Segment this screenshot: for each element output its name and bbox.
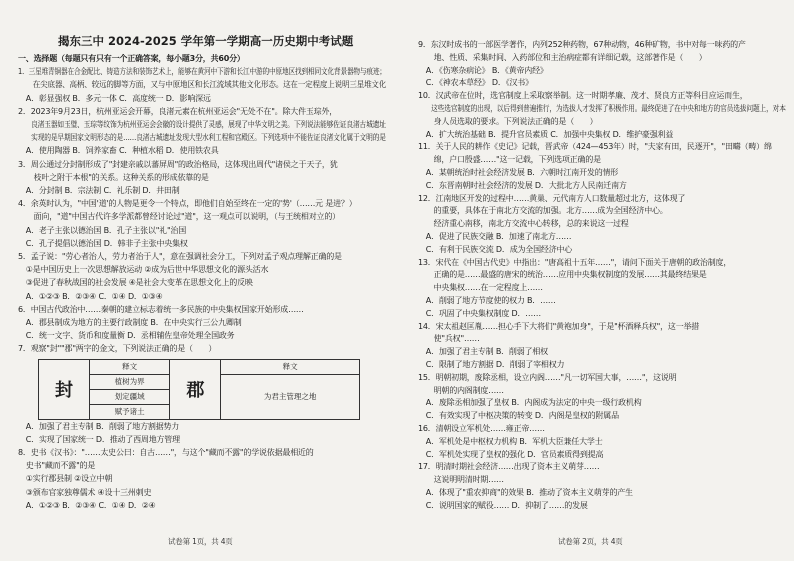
question-line: C．军机处实现了皇权的强化 D．官员素质得到提高: [418, 449, 604, 459]
question-line: 身人员选取的要求。下列说法正确的是（ ）: [418, 116, 598, 126]
question-line: ①实行郡县制 ②设立中朝: [18, 474, 113, 484]
question-line: 的重要，具体在于南北方交流的加强。北方……成为全国经济中心。: [418, 206, 668, 216]
seal-char-feng: 封: [39, 359, 90, 419]
seal-meaning-header: 释文: [90, 359, 170, 374]
question-line: 良渚玉器如玉璧、玉琮等纹饰为杭州亚运会会徽的设计提供了灵感，展现了中华文明之美。下列说法能够佐证良渚古城遗址: [18, 120, 386, 129]
question-line: C．有效实现了中枢决策的转变 D．内阁是皇权的附属品: [418, 411, 619, 421]
question-line: A．老子主张以德治国 B．孔子主张以"礼"治国: [18, 225, 187, 235]
question-line: A．废除丞相加强了皇权 B．内阁成为法定的中央一级行政机构: [418, 398, 642, 408]
question-line: A．彰显强权 B．多元一体 C．高度统一 D．影响深远: [18, 93, 211, 103]
question-line: 明朝的内阁制度……: [418, 385, 504, 395]
question-line: 3．周公通过分封制形成了"封建亲戚以蕃屏周"的政治格局，这体现出周代"诸侯之于天子，犹: [18, 159, 338, 169]
question-line: A．加强了君主专制 B．削弱了地方割据势力: [18, 421, 180, 431]
question-line: C．《神农本草经》 D．《汉书》: [418, 78, 533, 88]
question-line: ①是中国历史上一次思想解放运动 ②成为后世中华思想文化的源头活水: [18, 265, 269, 275]
question-line: 实现的是早期国家文明形态的是……良渚古城遗址发现大型水利工程和宫殿区。下列选项中不能佐证良渚文化属于文明的是: [18, 133, 386, 143]
question-line: 11．关于人民的耕作《史记》记载，晋武帝（424—453年）时，"夫家有田，民逐开"，"田疇（畴）绵: [418, 142, 772, 152]
question-line: 在尖底器、高柄、较远的脚等方面，又与中原地区和长江流域其他文化形态。这在一定程度上说明三星堆文化: [18, 80, 387, 90]
exam-title: 揭东三中 2024-2025 学年第一学期高一历史期中考试题: [58, 34, 354, 48]
question-line: 9．东汉时成书的一部医学著作，内列252种药物，67种动物，46种矿物，书中对每一味药的产: [418, 40, 746, 49]
question-line: ③促进了春秋战国的社会发展 ④是社会大变革在思想文化上的反映: [18, 278, 253, 288]
page-footer: 试卷第 2页，共 4页: [558, 537, 623, 546]
question-line: A．扩大统治基础 B．提升官员素质 C．加强中央集权 D．维护豪强利益: [418, 129, 674, 139]
question-line: 17．明清时期社会经济……出现了资本主义萌芽……: [418, 462, 600, 472]
page-footer: 试卷第 1页，共 4页: [168, 537, 233, 546]
question-line: 10．汉武帝在位时，选官制度上采取察举制。这一时期孝廉、茂才、贤良方正等科目应运而生，: [418, 91, 748, 101]
seal-char-jun: 郡: [170, 359, 221, 419]
question-line: 地、性质、采集时间、入药部位和主治病症都有详细记载，这部著作是（ ）: [418, 52, 707, 62]
question-line: 一、选择题（每题只有只有一个正确答案，每小题3分，共60分）: [18, 54, 245, 63]
question-line: A．军机处是中枢权力机构 B．军机大臣兼任大学士: [418, 436, 603, 446]
question-line: 经济重心南移，南北方交流中心转移，总的来说这一过程: [418, 219, 629, 229]
question-line: 5．孟子说："劳心者治人，劳力者治于人"，意在强调社会分工，下列对孟子观点理解正确的是: [18, 252, 342, 261]
question-line: 史书"藏而不露"的是: [18, 461, 96, 471]
question-line: C．孔子提倡以德治国 D．韩非子主张中央集权: [18, 238, 188, 248]
seal-meaning-1: 赋予诸土: [90, 404, 170, 419]
question-line: ③颁布官家独尊儒术 ④设十三州刺史: [18, 487, 152, 497]
question-line: A．某朝统治时社会经济发展 B．六朝时江南开发的情形: [418, 168, 619, 177]
question-line: A．《伤寒杂病论》 B．《黄帝内经》: [418, 65, 548, 75]
question-line: A．加强了君主专制 B．削弱了相权: [418, 347, 548, 357]
question-line: A．使用陶器 B．饲养家畜 C．种植水稻 D．使用铁农具: [18, 146, 219, 156]
question-line: 7．观察"封""郡"两字的金文，下列说法正确的是（ ）: [18, 344, 217, 354]
question-line: A．①②③ B．②③④ C．①④ D．①③④: [18, 291, 163, 301]
question-line: A．分封制 B．宗法制 C．礼乐制 D．井田制: [18, 186, 180, 195]
seal-script-table: [38, 359, 360, 420]
question-line: 使"兵权"……: [418, 334, 480, 344]
left-column: [18, 0, 390, 561]
question-line: 1．三星堆青铜器在合金配比、铸造方法和装饰艺术上，能够在黄河中下游和长江中游的中原地区找到相同文化背景器物与痕迹；: [18, 67, 386, 77]
question-line: C．统一文字、货币和度量衡 D．丞相辅佐皇帝处理全国政务: [18, 331, 235, 341]
question-line: 正确的是……最盛的唐宋的统治……应用中央集权制度的发展……其最终结果是: [418, 270, 707, 280]
question-line: A．①②③ B．②③④ C．①④ D．②④: [18, 500, 156, 510]
question-line: C．限制了地方割据 D．削弱了宰相权力: [418, 360, 565, 369]
question-line: 14．宋太祖赵匡胤……担心手下大将们"黄袍加身"，于是"杯酒释兵权"，这一举措: [418, 321, 700, 331]
question-line: 12．江南地区开发的过程中……黄巢、元代南方人口数量超过北方，这体现了: [418, 193, 686, 203]
seal-meaning-1: 植树为界: [90, 374, 170, 389]
question-line: 13．宋代在《中国古代史》中指出："唐高祖十五年……"，请问下面关于唐朝的政治制度，: [418, 257, 732, 267]
seal-meaning-header: 释文: [221, 359, 360, 374]
question-line: A．体现了"重农抑商"的效果 B．推动了资本主义萌芽的产生: [418, 488, 633, 497]
question-line: 中央集权……在一定程度上……: [418, 283, 543, 293]
right-column: [418, 0, 790, 561]
question-line: C．实现了国家统一 D．推动了西周地方管理: [18, 434, 180, 444]
question-line: 这说明明清时期……: [418, 475, 504, 485]
question-line: 2．2023年9月23日，杭州亚运会开幕，良渚元素在杭州亚运会"无处不在"。除大件玉琮外，: [18, 106, 338, 116]
question-line: A．郡县制成为地方的主要行政制度 B．在中央实行三公九卿制: [18, 318, 242, 327]
question-line: 6．中国古代政治中……秦朝的建立标志着统一多民族的中央集权国家开始形成……: [18, 304, 304, 314]
question-line: 16．清朝设立军机处……雍正帝……: [418, 424, 545, 433]
question-line: C．巩固了中央集权制度 D．……: [418, 308, 541, 318]
question-line: 8．史书《汉书》："……太史公曰：自古……"，与这个"藏而不露"的学说依据最相近的: [18, 448, 314, 457]
question-line: C．东晋南朝时社会经济的发展 D．大批北方人民南迁南方: [418, 180, 627, 190]
question-line: C．说明国家的赋役…… D．抑制了……的发展: [418, 500, 588, 510]
question-line: 这些选官制度的出现，以后得到普遍推行，为选拔人才发挥了积极作用。最终促进了在中央和地方的官员选拔问题上，对本: [418, 104, 786, 113]
question-line: C．有利于民族交流 D．成为全国经济中心: [418, 244, 573, 254]
question-line: 4．余英时认为，"中国'道'的人物是更令一个特点，即他们自始至终在一定的'势'（……元 是进？）: [18, 199, 357, 209]
question-line: 15．明朝初期，废除丞相，设立内阁……"凡一切军国大事，……"，这说明: [418, 372, 677, 382]
seal-meaning-2: 为君主管理之地: [221, 374, 360, 419]
question-line: A．削弱了地方节度使的权力 B．……: [418, 296, 556, 305]
question-line: 枝叶之附于本根"的关系。这种关系的形成依靠的是: [18, 172, 209, 182]
question-line: 面向，"道"中国古代许多学派都曾经讨论过"道"，这一观点可以说明，（与王统相对立的）: [18, 212, 340, 222]
seal-meaning-1: 划定疆域: [90, 389, 170, 404]
question-line: A．促进了民族交融 B．加速了南北方……: [418, 232, 572, 241]
question-line: 绵，户口殷盛……"这一记载，下列选项正确的是: [418, 155, 601, 165]
